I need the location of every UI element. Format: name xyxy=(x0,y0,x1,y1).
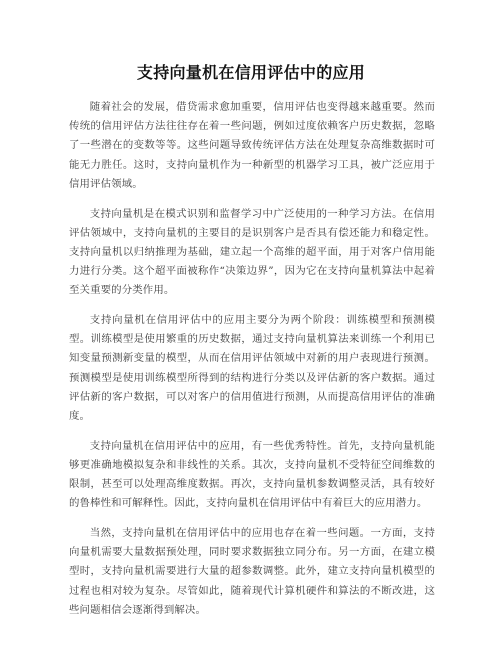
paragraph-challenges: 当然，支持向量机在信用评估中的应用也存在着一些问题。一方面，支持向量机需要大量数据预处理，同时要求数据独立同分布。另一方面，在建立模型时，支持向量机需要进行大量的超参数调整。此外，建立支持向量机模型的过程也相对较为复杂。尽管如此，随着现代计算机硬件和算法的不断改进，这些问题相信会逐渐得到解决。 xyxy=(69,527,435,616)
document-body xyxy=(69,98,435,631)
document-title: 支持向量机在信用评估中的应用 xyxy=(136,63,366,82)
paragraph-intro: 随着社会的发展，借贷需求愈加重要，信用评估也变得越来越重要。然而传统的信用评估方法往往存在着一些问题，例如过度依赖客户历史数据，忽略了一些潜在的变数等等。这些问题导致传统评估方法在处理复杂高维数据时可能无力胜任。这时，支持向量机作为一种新型的机器学习工具，被广泛应用于信用评估领域。 xyxy=(69,101,435,190)
paragraph-advantages: 支持向量机在信用评估中的应用，有一些优秀特性。首先，支持向量机能够更准确地模拟复杂和非线性的关系。其次，支持向量机不受特征空间维数的限制，甚至可以处理高维度数据。再次，支持向量机参数调整灵活，具有较好的鲁棒性和可解释性。因此，支持向量机在信用评估中有着巨大的应用潜力。 xyxy=(69,439,435,510)
paragraph-stages: 支持向量机在信用评估中的应用主要分为两个阶段：训练模型和预测模型。训练模型是使用繁重的历史数据，通过支持向量机算法来训练一个利用已知变量预测新变量的模型，从而在信用评估领域中对新的用户表现进行预测。预测模型是使用训练模型所得到的结构进行分类以及评估新的客户数据。通过评估新的客户数据，可以对客户的信用值进行预测，从而提高信用评估的准确度。 xyxy=(69,314,435,423)
paragraph-definition: 支持向量机是在模式识别和监督学习中广泛使用的一种学习方法。在信用评估领域中，支持向量机的主要目的是识别客户是否具有偿还能力和稳定性。支持向量机以归纳推理为基础，建立起一个高维的超平面，用于对客户信用能力进行分类。这个超平面被称作“决策边界”，因为它在支持向量机算法中起着至关重要的分类作用。 xyxy=(69,207,435,297)
